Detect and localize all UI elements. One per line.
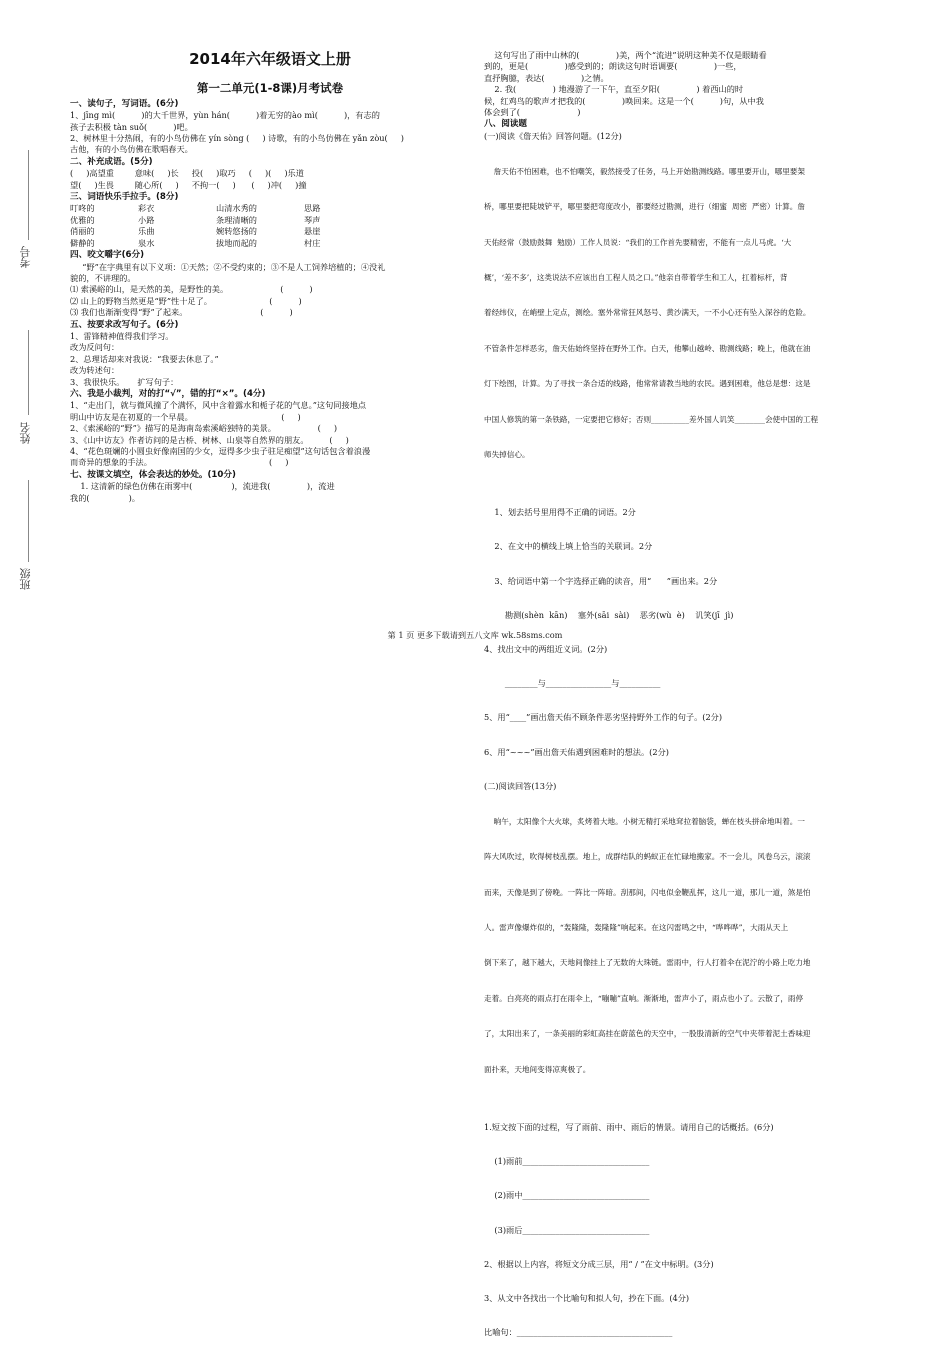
table-cell: 僻静的: [70, 237, 95, 248]
passage-line: 走着。白亮亮的雨点打在雨伞上，“嘣嘣”直响。渐渐地，雷声小了，雨点也小了。云散了，雨停: [484, 993, 804, 1003]
table-cell: 优雅的: [70, 214, 95, 225]
s2-line: 望( )生畏 随心所( ) 不拘一( ) ( )冲( )撞: [70, 179, 307, 190]
question-line: 勘测(shèn kān) 塞外(sāi sài) 恶劣(wù è) 讥笑(jī jì): [484, 609, 734, 620]
section-1-heading: 一、读句子，写词语。(6分): [70, 98, 179, 109]
section-7-heading: 七、按课文填空，体会表达的妙处。(10分): [70, 469, 236, 480]
margin-line-3: [28, 480, 29, 562]
passage-line: 桥，哪里要把陡坡铲平，哪里要把弯度改小，都要经过勘测，进行（细蜜 周密 严密）计算。詹: [484, 202, 805, 212]
table-cell: 悬崖: [304, 226, 321, 237]
page-footer: 第 1 页 更多下载请到五八文库 wk.58sms.com: [387, 630, 563, 640]
passage-line: 面扑来，天地间变得凉爽极了。: [484, 1064, 591, 1074]
table-cell: 思路: [304, 203, 321, 214]
exam-subtitle: 第一二单元(1-8课)月考试卷: [196, 81, 344, 96]
s4-item: ⑴ 索溪峪的山，是天然的美，是野性的美。 ( ): [70, 284, 313, 295]
passage-line: 不管条件怎样恶劣，詹天佑始终坚持在野外工作。白天，他攀山越岭、勘测线路；晚上，他就在油: [484, 343, 811, 353]
s5-line: 3、我很快乐。 扩写句子：: [70, 376, 179, 387]
question-line: 1.短文按下面的过程，写了雨前、雨中、雨后的情景。请用自己的话概括。(6分): [484, 1121, 774, 1132]
s1-line: 2、树林里十分热闹，有的小鸟仿佛在 yín sòng ( ) 诗歌，有的小鸟仿佛在 yǎn zòu( ): [70, 133, 404, 144]
passage-line: 倒下来了，越下越大，天地间像挂上了无数的大珠链。雷雨中，行人打着伞在泥泞的小路上吃力地: [484, 958, 811, 968]
margin-label-banji: 班级: [19, 568, 32, 590]
s7-line: 我的( )。: [70, 492, 140, 503]
exam-title: 2014年六年级语文上册: [189, 50, 351, 68]
question-line: 2、根据以上内容，将短文分成三层，用“ / ”在文中标明。(3分): [484, 1258, 714, 1269]
table-cell: 琴声: [304, 214, 321, 225]
question-line: 比喻句：______________________________________: [484, 1327, 673, 1338]
s2-line: ( )高望重 意味( )长 投( )取巧 ( )( )乐道: [70, 168, 304, 179]
s1-line: 1、jīng mì( )的大千世界，yùn hán( )着无穷的ào mì( )，有志的: [70, 110, 380, 121]
reading-1-passage: [484, 142, 890, 484]
passage-line: 詹天佑不怕困难，也不怕嘲笑，毅然接受了任务，马上开始勘测线路。哪里要开山，哪里要架: [484, 166, 805, 176]
table-cell: 村庄: [304, 237, 321, 248]
table-cell: 叮咚的: [70, 203, 95, 214]
passage-line: 阵大风吹过，吹得树枝乱摆。地上，成群结队的蚂蚁正在忙碌地搬家。不一会儿，风卷乌云，滚滚: [484, 852, 811, 862]
s6-line: 而奇异的想象的手法。 ( ): [70, 457, 289, 468]
right-column: [484, 50, 890, 1361]
question-line: (1)雨前_______________________________: [484, 1156, 650, 1167]
passage-line: 人。雷声像爆炸似的，“轰隆隆，轰隆隆”响起来。在这闪雷鸣之中，“哗哗哗”，大雨从天上: [484, 923, 789, 933]
passage-line: 师失掉信心。: [484, 449, 530, 459]
passage-line: 着经纬仪，在峭壁上定点，测绘。塞外常常狂风怒号、黄沙满天，一不小心还有坠入深谷的危险。: [484, 308, 811, 318]
table-cell: 泉水: [138, 237, 155, 248]
table-cell: 条理清晰的: [216, 214, 257, 225]
s6-line: 4、“花色斑斓的小圆虫好像南国的少女，逗得多少虫子驻足痴望”这句话包含着浪漫: [70, 446, 371, 456]
passage-line: 天佑经常（鼓励鼓舞 勉励）工作人员说：“我们的工作首先要精密，不能有一点儿马虎。‘大: [484, 237, 792, 247]
margin-line-1: [28, 150, 29, 240]
passage-line: 晌午，太阳像个大火球，炙烤着大地。小树无精打采地耷拉着脑袋，蝉在枝头拼命地叫着。一: [484, 816, 805, 826]
s5-line: 改为反问句：: [70, 342, 120, 353]
table-cell: 拔地而起的: [216, 237, 257, 248]
question-line: 5、用“____”画出詹天佑不顾条件恶劣坚持野外工作的句子。(2分): [484, 712, 723, 723]
r-line: 这句写出了雨中山林的( )美，两个“流进”说明这种美不仅是眼睛看: [484, 50, 767, 60]
table-row: [70, 203, 320, 214]
reading-2-passage: [484, 792, 890, 1099]
s6-line: 明山中访友是在初夏的一个早晨。 ( ): [70, 411, 301, 422]
question-line: 1、划去括号里用得不正确的词语。2分: [484, 507, 636, 518]
table-cell: 俏丽的: [70, 226, 95, 237]
s4-item: ⑶ 我们也渐渐变得“野”了起来。 ( ): [70, 307, 293, 318]
s5-line: 1、雷锋精神值得我们学习。: [70, 330, 174, 341]
table-cell: 彩衣: [138, 203, 155, 214]
left-column: [70, 0, 470, 504]
reading-1-heading: (一)阅读《詹天佑》回答问题。(12分): [484, 130, 622, 141]
s6-line: 2、《索溪峪的“野”》描写的是海南岛索溪峪独特的美景。 ( ): [70, 423, 338, 434]
reading-2-heading: (二)阅读回答(13分): [484, 780, 557, 791]
table-cell: 小路: [138, 214, 155, 225]
s5-line: 2、总理话却来对我说：“我要去休息了。”: [70, 353, 219, 364]
passage-line: 中国人修筑的第一条铁路，一定要把它修好；否则__________差外国人讥笑________会使中国的工程: [484, 414, 819, 424]
s6-line: 1、“走出门，就与微风撞了个满怀，风中含着露水和栀子花的气息。”这句同接地点: [70, 400, 367, 411]
question-line: 6、用“~~~”画出詹天佑遇到困难时的想法。(2分): [484, 746, 669, 757]
table-row: [70, 238, 320, 249]
section-3-heading: 三、词语快乐手拉手。(8分): [70, 192, 179, 203]
question-line: 2、在文中的横线上填上恰当的关联词。2分: [484, 541, 653, 552]
s4-line: 貌的，不讲理的。: [70, 272, 136, 283]
r-line: 体会到了( ): [484, 107, 581, 118]
table-cell: 山清水秀的: [216, 203, 257, 214]
passage-line: 了，太阳出来了，一条美丽的彩虹高挂在蔚蓝色的天空中，一股股清新的空气中夹带着泥土香味迎: [484, 1029, 811, 1039]
question-line: (3)雨后_______________________________: [484, 1224, 650, 1235]
question-line: 4、找出文中的两组近义词。(2分): [484, 644, 608, 655]
passage-line: 概’，‘差不多’，这类说法不应该出自工程人员之口。”他亲自带着学生和工人，扛着标杆，背: [484, 273, 788, 283]
table-row: [70, 226, 320, 237]
question-line: 3、从文中各找出一个比喻句和拟人句，抄在下面。(4分): [484, 1292, 690, 1303]
margin-label-kaohao: 考号: [19, 246, 32, 268]
s7-line: 1. 这清新的绿色仿佛在雨雾中( )，流进我( )，流进: [70, 481, 335, 492]
s1-line: 古他，有的小鸟仿佛在歌唱春天。: [70, 144, 193, 155]
question-line: 3、给词语中第一个字选择正确的读音，用“ ”画出来。2分: [484, 575, 718, 586]
section-8-heading: 八、阅读题: [484, 119, 527, 130]
r-line: 候，红鸡鸟的歌声才把我的( )唤回来。这是一个( )句，从中我: [484, 95, 764, 106]
table-cell: 婉转悠扬的: [216, 226, 257, 237]
s5-line: 改为转述句：: [70, 365, 120, 376]
word-match-table: [70, 203, 320, 249]
question-line: ________与________________与__________: [484, 678, 661, 689]
table-cell: 乐曲: [138, 226, 155, 237]
s4-item: ⑵ 山上的野物当然更是“野”性十足了。 ( ): [70, 295, 302, 306]
section-6-heading: 六、我是小裁判，对的打“√”，错的打“×”。(4分): [70, 388, 266, 399]
reading-2-questions: [484, 1099, 890, 1361]
question-line: (2)雨中_______________________________: [484, 1190, 650, 1201]
s1-line: 孩子去积极 tàn suǒ( )吧。: [70, 121, 193, 132]
passage-line: 灯下绘图，计算。为了寻找一条合适的线路，他常常请教当地的农民。遇到困难，他总是想：这是: [484, 379, 811, 389]
s4-line: “野”在字典里有以下义项：①天然；②不受约束的；③不是人工饲养培植的；④没礼: [82, 261, 386, 272]
r-line: 直抒胸臆，表达( )之情。: [484, 72, 609, 83]
section-5-heading: 五、按要求改写句子。(6分): [70, 319, 179, 330]
passage-line: 而来，天像是到了傍晚。一阵比一阵暗。刮那间，闪电似金鞭乱挥，这儿一道，那儿一道，煞是怕: [484, 887, 811, 897]
section-2-heading: 二、补充成语。(5分): [70, 156, 153, 167]
margin-label-xingming: 姓名: [19, 422, 32, 444]
table-row: [70, 215, 320, 226]
s6-line: 3、《山中访友》作者访问的是古桥、树林、山泉等自然界的朋友。 ( ): [70, 434, 349, 445]
margin-line-2: [28, 330, 29, 415]
r-line: 到的，更是( )感受到的；朗读这句时语调要( )一些，: [484, 61, 742, 72]
section-4-heading: 四、咬文嚼字(6分): [70, 250, 144, 261]
r-line: 2. 我( ) 地漫游了一下午，直至夕阳( ) 着西山的时: [484, 84, 744, 95]
